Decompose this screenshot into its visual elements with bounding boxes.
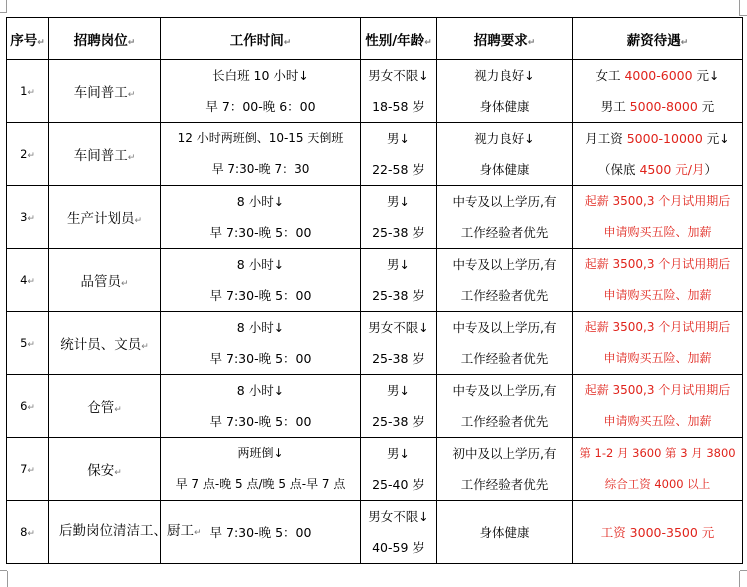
position-cell: 统计员、文员↵ xyxy=(49,312,161,375)
requirement-line: 视力良好↓ xyxy=(474,68,535,83)
gender-age-cell xyxy=(361,123,437,186)
crop-mark xyxy=(739,571,747,587)
hours-line: 早 7:30-晚 5：00 xyxy=(209,225,312,240)
crop-mark xyxy=(740,570,747,572)
header-salary: 薪资待遇↵ xyxy=(573,18,743,60)
hours-line: 12 小时两班倒、10-15 天倒班 xyxy=(177,131,344,145)
position-cell: 后勤岗位清洁工、厨工↵ xyxy=(49,501,161,564)
hours-cell xyxy=(161,249,361,312)
gender-age-cell xyxy=(361,438,437,501)
age-text: 25-38 岁 xyxy=(372,351,425,366)
table-row xyxy=(7,249,743,312)
position-cell: 生产计划员↵ xyxy=(49,186,161,249)
requirements-cell xyxy=(437,249,573,312)
salary-cell xyxy=(573,60,743,123)
salary-line: 申请购买五险、加薪 xyxy=(603,351,712,365)
gender-text: 男↓ xyxy=(387,131,410,146)
table-header-row xyxy=(7,18,743,60)
salary-line: 第 1-2 月 3600 第 3 月 3800 xyxy=(579,446,736,460)
gender-age-cell xyxy=(361,375,437,438)
header-requirements: 招聘要求↵ xyxy=(437,18,573,60)
row-number: 3↵ xyxy=(7,186,49,249)
table-row xyxy=(7,312,743,375)
hours-line: 早 7:30-晚 7：30 xyxy=(211,162,310,176)
requirements-cell xyxy=(437,501,573,564)
hours-line: 早 7:30-晚 5：00 xyxy=(209,414,312,429)
salary-cell xyxy=(573,186,743,249)
hours-line: 8 小时↓ xyxy=(236,194,285,209)
gender-text: 男女不限↓ xyxy=(368,509,429,524)
requirement-line: 身体健康 xyxy=(479,162,530,177)
hours-line: 早 7 点-晚 5 点/晚 5 点-早 7 点 xyxy=(175,477,346,491)
gender-age-cell xyxy=(361,60,437,123)
table-row xyxy=(7,60,743,123)
crop-mark xyxy=(739,0,747,16)
gender-text: 男↓ xyxy=(387,194,410,209)
position-cell: 品管员↵ xyxy=(49,249,161,312)
position-cell: 车间普工↵ xyxy=(49,60,161,123)
row-number: 8↵ xyxy=(7,501,49,564)
hours-line: 8 小时↓ xyxy=(236,257,285,272)
salary-line: 工资 3000-3500 元 xyxy=(600,524,715,540)
table-row xyxy=(7,186,743,249)
salary-cell xyxy=(573,123,743,186)
row-number: 5↵ xyxy=(7,312,49,375)
gender-text: 男↓ xyxy=(387,446,410,461)
hours-line: 长白班 10 小时↓ xyxy=(212,68,309,83)
salary-line: 起薪 3500,3 个月试用期后 xyxy=(584,320,731,334)
age-text: 25-38 岁 xyxy=(372,414,425,429)
requirements-cell xyxy=(437,312,573,375)
requirement-line: 工作经验者优先 xyxy=(460,288,549,303)
hours-line: 两班倒↓ xyxy=(237,446,284,460)
salary-line: 男工 5000-8000 元 xyxy=(600,99,715,114)
salary-line: （保底 4500 元/月） xyxy=(598,162,717,177)
hours-cell xyxy=(161,375,361,438)
gender-text: 男↓ xyxy=(387,257,410,272)
hours-line: 早 7：00-晚 6：00 xyxy=(205,99,316,114)
salary-line: 综合工资 4000 以上 xyxy=(604,477,711,491)
position-cell: 保安↵ xyxy=(49,438,161,501)
requirements-cell xyxy=(437,60,573,123)
crop-mark xyxy=(0,570,7,572)
gender-text: 男女不限↓ xyxy=(368,68,429,83)
gender-age-cell xyxy=(361,312,437,375)
row-number: 4↵ xyxy=(7,249,49,312)
header-hours: 工作时间↵ xyxy=(161,18,361,60)
hours-line: 8 小时↓ xyxy=(236,383,285,398)
requirement-line: 中专及以上学历,有 xyxy=(452,383,557,398)
requirements-cell xyxy=(437,186,573,249)
age-text: 25-40 岁 xyxy=(372,477,425,492)
header-position: 招聘岗位↵ xyxy=(49,18,161,60)
requirement-line: 身体健康 xyxy=(479,99,530,114)
hours-cell xyxy=(161,60,361,123)
hours-line: 早 7:30-晚 5：00 xyxy=(209,288,312,303)
position-cell: 仓管↵ xyxy=(49,375,161,438)
hours-cell xyxy=(161,438,361,501)
hours-cell xyxy=(161,312,361,375)
hours-line: 早 7:30-晚 5：00 xyxy=(209,524,312,540)
age-text: 22-58 岁 xyxy=(372,162,425,177)
salary-cell xyxy=(573,249,743,312)
requirement-line: 工作经验者优先 xyxy=(460,351,549,366)
salary-line: 月工资 5000-10000 元↓ xyxy=(585,131,730,146)
gender-text: 男↓ xyxy=(387,383,410,398)
row-number: 1↵ xyxy=(7,60,49,123)
row-number: 2↵ xyxy=(7,123,49,186)
table-row xyxy=(7,375,743,438)
hours-line: 8 小时↓ xyxy=(236,320,285,335)
requirement-line: 身体健康 xyxy=(479,524,530,540)
requirement-line: 初中及以上学历,有 xyxy=(452,446,557,461)
salary-cell xyxy=(573,501,743,564)
salary-line: 申请购买五险、加薪 xyxy=(603,414,712,428)
requirement-line: 中专及以上学历,有 xyxy=(452,320,557,335)
age-text: 25-38 岁 xyxy=(372,288,425,303)
gender-age-cell xyxy=(361,501,437,564)
table-row xyxy=(7,438,743,501)
salary-line: 申请购买五险、加薪 xyxy=(603,288,712,302)
hours-cell xyxy=(161,123,361,186)
salary-line: 起薪 3500,3 个月试用期后 xyxy=(584,383,731,397)
requirement-line: 视力良好↓ xyxy=(474,131,535,146)
requirement-line: 中专及以上学历,有 xyxy=(452,194,557,209)
salary-line: 女工 4000-6000 元↓ xyxy=(595,68,720,83)
header-gender-age: 性别/年龄↵ xyxy=(361,18,437,60)
salary-line: 起薪 3500,3 个月试用期后 xyxy=(584,257,731,271)
hours-line: 早 7:30-晚 5：00 xyxy=(209,351,312,366)
salary-cell xyxy=(573,438,743,501)
salary-cell xyxy=(573,312,743,375)
hours-cell xyxy=(161,186,361,249)
crop-mark xyxy=(0,12,7,14)
age-text: 18-58 岁 xyxy=(372,99,425,114)
table-row xyxy=(7,123,743,186)
salary-line: 申请购买五险、加薪 xyxy=(603,225,712,239)
gender-text: 男女不限↓ xyxy=(368,320,429,335)
row-number: 6↵ xyxy=(7,375,49,438)
age-text: 40-59 岁 xyxy=(372,540,425,555)
requirement-line: 工作经验者优先 xyxy=(460,414,549,429)
requirements-cell xyxy=(437,438,573,501)
requirement-line: 工作经验者优先 xyxy=(460,477,549,492)
requirement-line: 中专及以上学历,有 xyxy=(452,257,557,272)
position-cell: 车间普工↵ xyxy=(49,123,161,186)
recruitment-table xyxy=(6,17,743,564)
header-no: 序号↵ xyxy=(7,18,49,60)
salary-cell xyxy=(573,375,743,438)
requirement-line: 工作经验者优先 xyxy=(460,225,549,240)
salary-line: 起薪 3500,3 个月试用期后 xyxy=(584,194,731,208)
age-text: 25-38 岁 xyxy=(372,225,425,240)
row-number: 7↵ xyxy=(7,438,49,501)
table-row xyxy=(7,501,743,564)
gender-age-cell xyxy=(361,186,437,249)
requirements-cell xyxy=(437,375,573,438)
gender-age-cell xyxy=(361,249,437,312)
requirements-cell xyxy=(437,123,573,186)
crop-mark xyxy=(0,571,8,587)
